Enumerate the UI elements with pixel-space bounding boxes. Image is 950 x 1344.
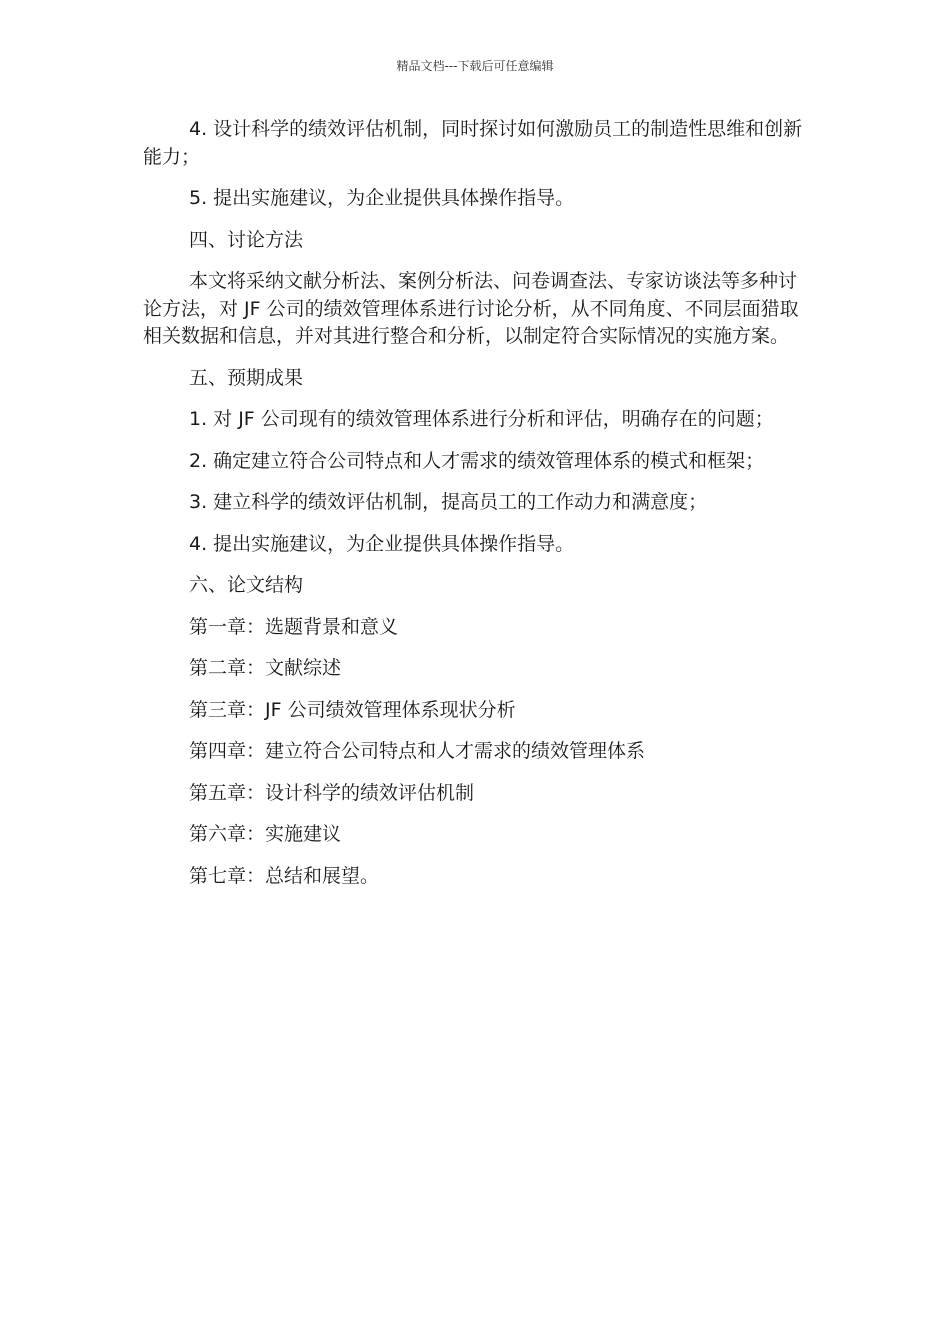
section-heading-results: 五、预期成果 — [189, 366, 304, 389]
chapter-item: 第四章：建立符合公司特点和人才需求的绩效管理体系 — [189, 740, 646, 762]
paragraph-item4: 4. 设计科学的绩效评估机制，同时探讨如何激励员工的制造性思维和创新能力； — [143, 118, 803, 168]
result-item: 1. 对 JF 公司现有的绩效管理体系进行分析和评估，明确存在的问题； — [189, 408, 774, 430]
paragraph-methods: 本文将采纳文献分析法、案例分析法、问卷调查法、专家访谈法等多种讨论方法，对 JF 公司的绩效管理体系进行讨论分析，从不同角度、不同层面猎取相关数据和信息，并对其进行整合和分析，以制定符合实际情况的实施方案。 — [143, 270, 799, 347]
chapter-item: 第五章：设计科学的绩效评估机制 — [189, 781, 475, 804]
section-heading-methods: 四、讨论方法 — [189, 228, 304, 251]
chapter-item: 第七章：总结和展望。 — [189, 864, 380, 887]
chapter-item: 第三章：JF 公司绩效管理体系现状分析 — [189, 698, 516, 721]
result-item: 2. 确定建立符合公司特点和人才需求的绩效管理体系的模式和框架； — [189, 449, 765, 472]
result-item: 3. 建立科学的绩效评估机制，提高员工的工作动力和满意度； — [189, 491, 708, 513]
result-item: 4. 提出实施建议，为企业提供具体操作指导。 — [189, 532, 575, 555]
page-header: 精品文档---下载后可任意编辑 — [396, 59, 554, 73]
chapter-item: 第二章：文献综述 — [189, 657, 342, 679]
chapter-item: 第一章：选题背景和意义 — [189, 615, 399, 638]
chapter-item: 第六章：实施建议 — [189, 823, 342, 845]
paragraph-item5: 5. 提出实施建议，为企业提供具体操作指导。 — [189, 187, 575, 209]
document-body — [143, 116, 813, 890]
section-heading-structure: 六、论文结构 — [189, 574, 304, 596]
